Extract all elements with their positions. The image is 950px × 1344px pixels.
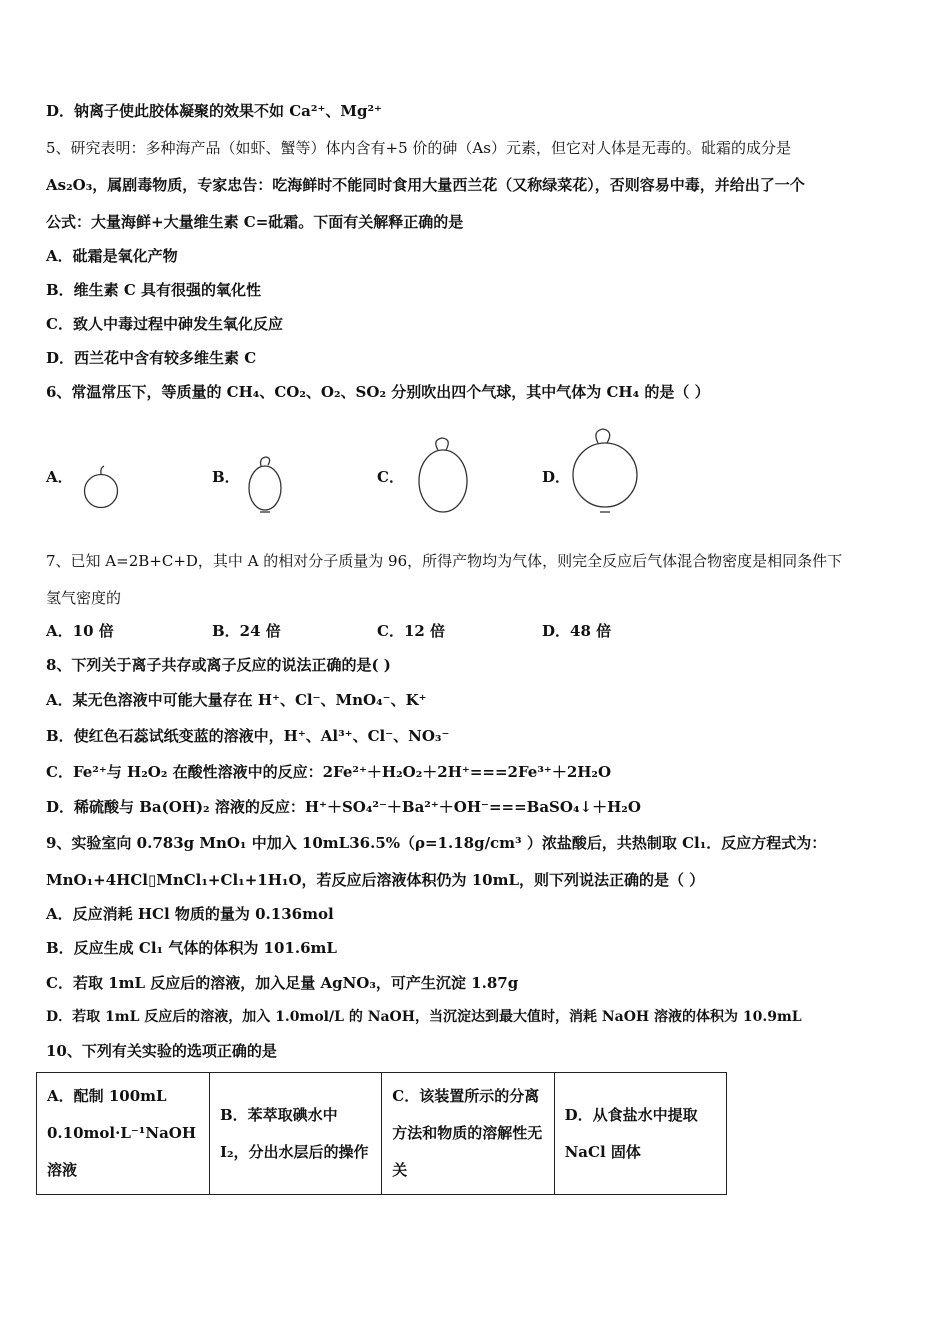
q8-stem: 8、下列关于离子共存或离子反应的说法正确的是( ) xyxy=(46,656,391,674)
balloon-c xyxy=(419,438,467,512)
q5-stem-line2: As₂O₃，属剧毒物质，专家忠告：吃海鲜时不能同时食用大量西兰花（又称绿菜花），否则容易中毒，并给出了一个 xyxy=(46,176,805,194)
q8-option-d: D．稀硫酸与 Ba(OH)₂ 溶液的反应：H⁺＋SO₄²⁻＋Ba²⁺＋OH⁻===BaSO₄↓＋H₂O xyxy=(46,798,641,816)
balloon-figures xyxy=(0,0,950,540)
q6-stem: 6、常温常压下，等质量的 CH₄、CO₂、O₂、SO₂ 分别吹出四个气球，其中气体为 CH₄ 的是（ ） xyxy=(46,383,710,401)
q7-stem-line2: 氢气密度的 xyxy=(46,589,122,607)
q9-option-c: C．若取 1mL 反应后的溶液，加入足量 AgNO₃，可产生沉淀 1.87g xyxy=(46,974,519,992)
q5-option-c: C．致人中毒过程中砷发生氧化反应 xyxy=(46,315,283,333)
q5-option-d: D．西兰花中含有较多维生素 C xyxy=(46,349,257,367)
balloon-b xyxy=(249,457,281,512)
q6-option-d: D． xyxy=(542,468,571,486)
q8-option-c: C．Fe²⁺与 H₂O₂ 在酸性溶液中的反应：2Fe²⁺＋H₂O₂＋2H⁺===2Fe³⁺＋2H₂O xyxy=(46,763,612,781)
balloon-a xyxy=(85,466,118,508)
q10-options-table xyxy=(36,1072,727,1195)
q9-stem-line2: MnO₁+4HCl▯MnCl₁+Cl₁+1H₁O，若反应后溶液体积仍为 10mL，则下列说法正确的是（ ） xyxy=(46,871,705,889)
q10-cell-c: C．该装置所示的分离方法和物质的溶解性无关 xyxy=(382,1073,554,1195)
q10-stem: 10、下列有关实验的选项正确的是 xyxy=(46,1042,277,1060)
q9-option-b: B．反应生成 Cl₁ 气体的体积为 101.6mL xyxy=(46,939,337,957)
q7-option-d: D．48 倍 xyxy=(542,622,612,640)
q6-option-b: B． xyxy=(212,468,240,486)
q4-option-d: D．钠离子使此胶体凝聚的效果不如 Ca²⁺、Mg²⁺ xyxy=(46,102,382,120)
q6-option-c: C． xyxy=(377,468,404,486)
q10-cell-b: B．苯萃取碘水中 I₂，分出水层后的操作 xyxy=(209,1073,381,1195)
q9-option-d: D．若取 1mL 反应后的溶液，加入 1.0mol/L 的 NaOH，当沉淀达到最大值时，消耗 NaOH 溶液的体积为 10.9mL xyxy=(46,1009,802,1025)
q7-option-c: C．12 倍 xyxy=(377,622,446,640)
q5-stem-line3: 公式：大量海鲜+大量维生素 C=砒霜。下面有关解释正确的是 xyxy=(46,213,464,231)
q9-option-a: A．反应消耗 HCl 物质的量为 0.136mol xyxy=(46,905,334,923)
q5-stem-line1: 5、研究表明：多种海产品（如虾、蟹等）体内含有+5 价的砷（As）元素，但它对人体是无毒的。砒霜的成分是 xyxy=(46,139,791,157)
q9-stem-line1: 9、实验室向 0.783g MnO₁ 中加入 10mL36.5%（ρ=1.18g/cm³ ）浓盐酸后，共热制取 Cl₁．反应方程式为： xyxy=(46,834,827,852)
q6-option-a: A． xyxy=(46,468,73,486)
q5-option-b: B．维生素 C 具有很强的氧化性 xyxy=(46,281,262,299)
q8-option-a: A．某无色溶液中可能大量存在 H⁺、Cl⁻、MnO₄⁻、K⁺ xyxy=(46,691,427,709)
q8-option-b: B．使红色石蕊试纸变蓝的溶液中，H⁺、Al³⁺、Cl⁻、NO₃⁻ xyxy=(46,727,450,745)
q7-stem-line1: 7、已知 A=2B+C+D，其中 A 的相对分子质量为 96，所得产物均为气体，则完全反应后气体混合物密度是相同条件下 xyxy=(46,552,843,570)
q10-cell-d: D．从食盐水中提取 NaCl 固体 xyxy=(554,1073,726,1195)
q5-option-a: A．砒霜是氧化产物 xyxy=(46,247,178,265)
q7-option-b: B．24 倍 xyxy=(212,622,281,640)
q7-option-a: A．10 倍 xyxy=(46,622,114,640)
q10-cell-a: A．配制 100mL 0.10mol·L⁻¹NaOH 溶液 xyxy=(37,1073,210,1195)
balloon-d xyxy=(573,429,637,512)
